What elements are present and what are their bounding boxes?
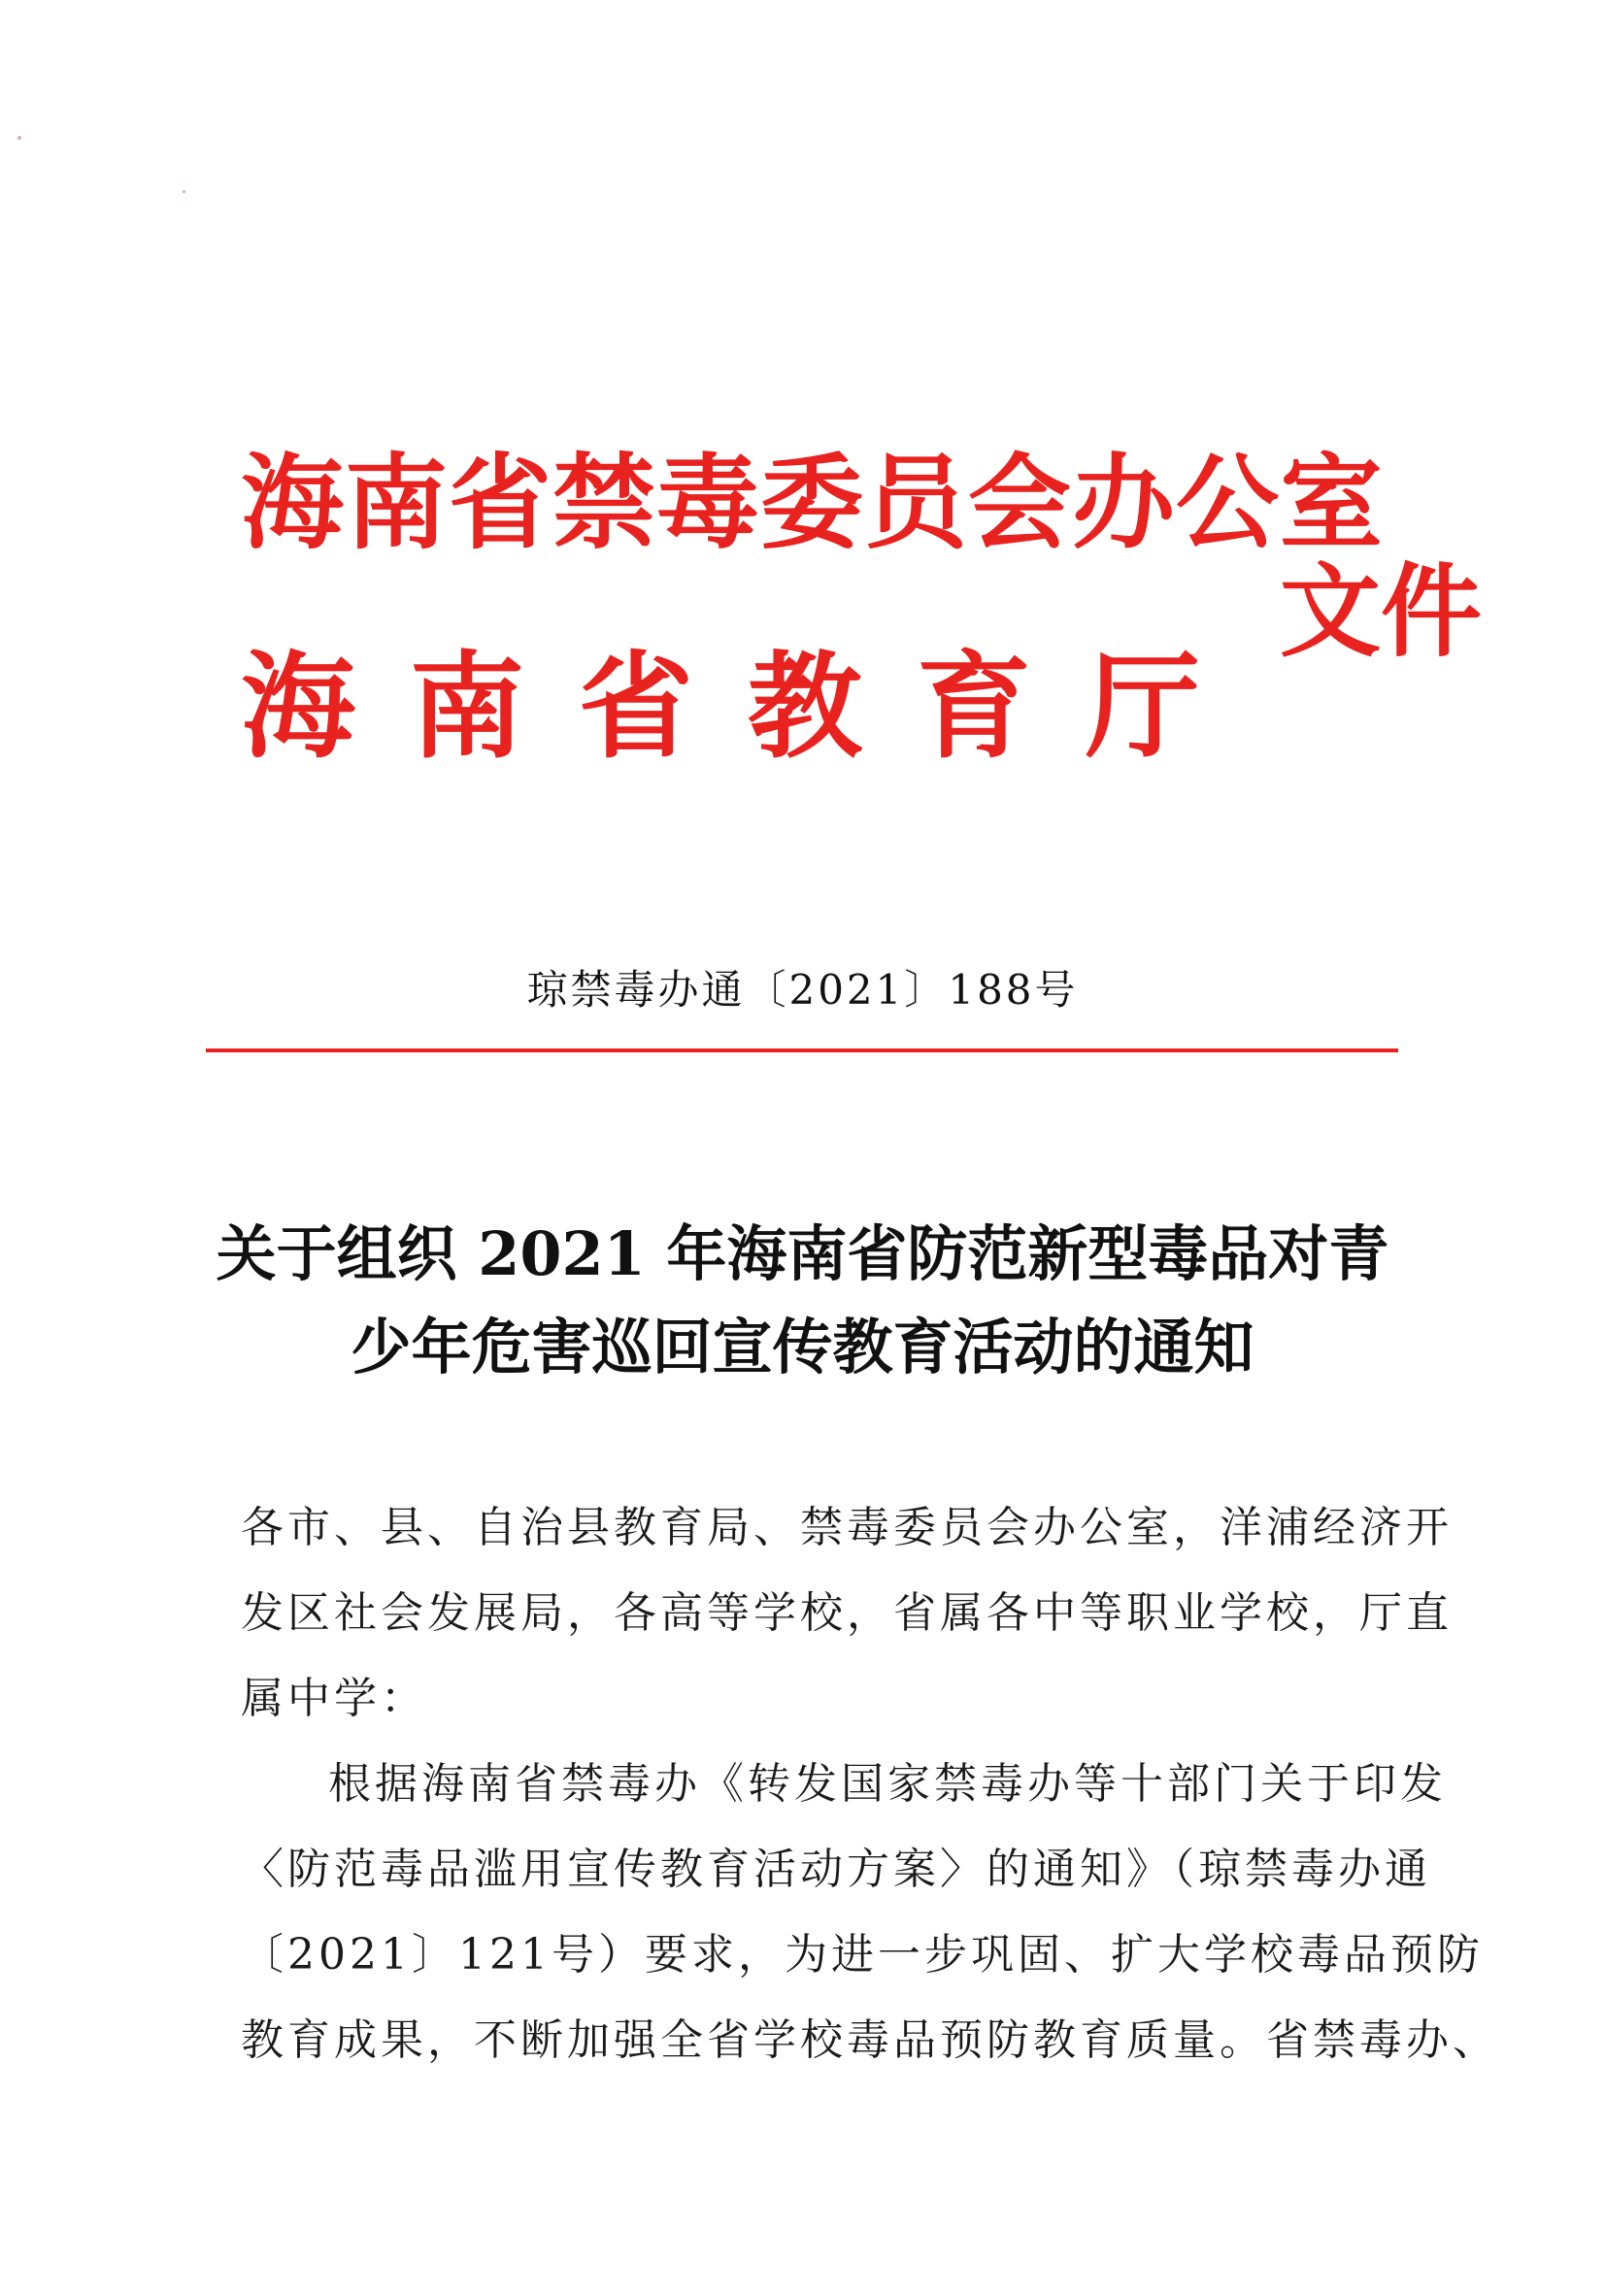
red-separator-line [206, 1048, 1398, 1052]
document-number: 琼禁毒办通〔2021〕188号 [526, 966, 1079, 1014]
paragraph-line-1: 根据海南省禁毒办《转发国家禁毒办等十部门关于印发 [328, 1759, 1447, 1809]
paragraph-line-2: 〈防范毒品滥用宣传教育活动方案〉的通知》（琼禁毒办通 [241, 1845, 1431, 1894]
paragraph-line-3: 〔2021〕121号）要求，为进一步巩固、扩大学校毒品预防 [241, 1930, 1484, 1980]
document-body [241, 1485, 1499, 2083]
title-line-1: 关于组织 2021 年海南省防范新型毒品对青 [216, 1218, 1389, 1289]
paragraph-line-4: 教育成果，不断加强全省学校毒品预防教育质量。省禁毒办、 [241, 2015, 1499, 2065]
recipients-line-2: 发区社会发展局，各高等学校，省属各中等职业学校，厅直 [241, 1588, 1453, 1638]
issuer-line-1: 海南省禁毒委员会办公室 [241, 442, 1384, 563]
scan-speck [183, 190, 185, 193]
scan-speck [17, 136, 21, 140]
recipients-line-1: 各市、县、自治县教育局、禁毒委员会办公室，洋浦经济开 [241, 1503, 1453, 1552]
document-title [0, 1208, 1605, 1394]
issuer-line-2: 海南省教育厅 [241, 639, 1255, 774]
title-line-2: 少年危害巡回宣传教育活动的通知 [351, 1312, 1254, 1382]
file-label: 文件 [1280, 551, 1483, 671]
recipients-line-3: 属中学： [241, 1674, 427, 1723]
